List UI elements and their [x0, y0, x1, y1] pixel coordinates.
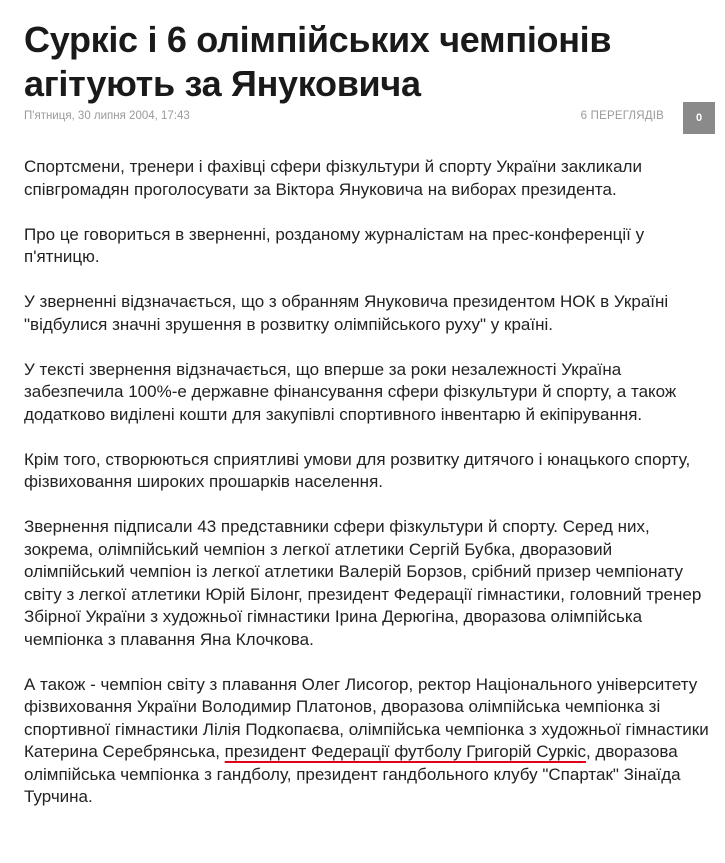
paragraph: Звернення підписали 43 представники сфери фізкультури й спорту. Серед них, зокрема, олімпійський чемпіон з легкої атлетики Сергій Бубка, дворазовий олімпійський чемпіон із легкої атлетики Валерій Борзов, срібний призер чемпіонату світу з легкої атлетики Юрій Білонг, президент Федерації гімнастики, головний тренер Збірної України з художньої гімнастики Ірина Дерюгіна, дворазова олімпійська чемпіонка з плавання Яна Клочкова.	[24, 517, 702, 649]
publish-date: П'ятниця, 30 липня 2004, 17:43	[24, 110, 190, 122]
paragraph-text: А також - чемпіон світу з плавання Олег Лисогор, ректор Національного університету фізвиховання України Володимир Платонов, дворазова олімпійська чемпіонка зі спортивної гімнастики Лілія Подкопаєва, олімпійська чемпіонка з художньої гімнастики Катерина Серебрянська,	[24, 674, 709, 761]
paragraph: Про це говориться в зверненні, розданому журналістам на прес-конференції у п'ятницю.	[24, 224, 645, 266]
article-meta	[24, 110, 664, 126]
comments-count-badge[interactable]: 0	[683, 102, 715, 134]
paragraph: Крім того, створюються сприятливі умови для розвитку дитячого і юнацького спорту, фізвиховання широких прошарків населення.	[24, 449, 691, 491]
views-count: 6 ПЕРЕГЛЯДІВ	[580, 110, 664, 122]
paragraph: Спортсмени, тренери і фахівці сфери фізкультури й спорту України закликали співгромадян проголосувати за Віктора Януковича на виборах президента.	[24, 157, 642, 199]
article-title: Суркіс і 6 олімпійських чемпіонів агітують за Януковича	[24, 19, 612, 104]
article	[24, 0, 714, 106]
paragraph-text: , дворазова олімпійська чемпіонка з гандболу, президент гандбольного клубу "Спартак" Зінаїда Турчина.	[24, 742, 681, 806]
paragraph: У зверненні відзначається, що з обранням Януковича президентом НОК в Україні "відбулися значні зрушення в розвитку олімпійського руху" у країні.	[24, 292, 669, 334]
paragraph: У тексті звернення відзначається, що вперше за роки незалежності Україна забезпечила 100%-е державне фінансування сфери фізкультури й спорту, а також додатково виділені кошти для закупівлі спортивного інвентарю й екіпірування.	[24, 359, 677, 424]
paragraph-last	[24, 674, 714, 809]
article-body	[24, 156, 714, 831]
highlighted-text: президент Федерації футболу Григорій Суркіс	[224, 742, 586, 761]
